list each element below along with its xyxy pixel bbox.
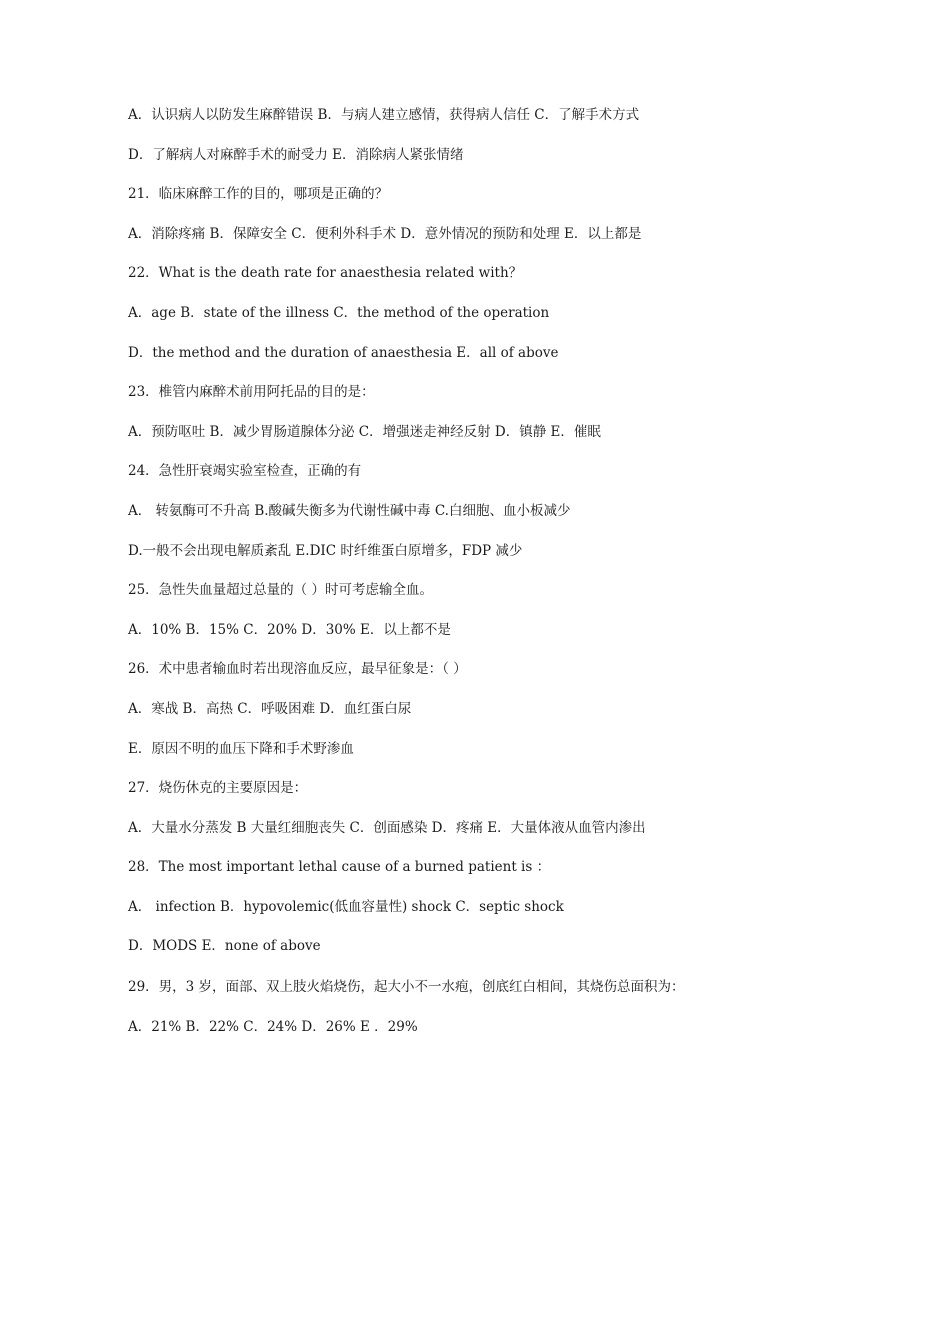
option-line: A．age B．state of the illness C．the method of the operation [128,304,550,321]
question-22: 22．What is the death rate for anaesthesia related with？ [128,265,523,282]
option-line: A．寒战 B．高热 C．呼吸困难 D．血红蛋白尿 [128,700,412,717]
option-line: D．了解病人对麻醉手术的耐受力 E．消除病人紧张情绪 [128,146,464,163]
option-line: A．认识病人以防发生麻醉错误 B．与病人建立感情，获得病人信任 C．了解手术方式 [128,107,640,123]
question-26: 26．术中患者输血时若出现溶血反应，最早征象是：（ ） [128,661,467,678]
option-line: A．大量水分蒸发 B 大量红细胞丧失 C．创面感染 D．疼痛 E．大量体液从血管内渗出 [128,819,646,836]
question-29: 29．男，3 岁，面部、双上肢火焰烧伤，起大小不一水疱，创底红白相间，其烧伤总面积为： [128,979,685,996]
option-line: D．the method and the duration of anaesthesia E．all of above [128,344,559,361]
option-line: D.一般不会出现电解质紊乱 E.DIC 时纤维蛋白原增多，FDP 减少 [128,542,523,559]
option-line: A．10% B．15% C．20% D．30% E．以上都不是 [128,621,451,638]
option-line: A．消除疼痛 B．保障安全 C．便利外科手术 D．意外情况的预防和处理 E．以上都是 [128,225,642,242]
question-25: 25．急性失血量超过总量的（ ）时可考虑输全血。 [128,582,433,599]
option-line: A． infection B．hypovolemic(低血容量性) shock C．septic shock [128,898,564,915]
question-21: 21．临床麻醉工作的目的，哪项是正确的？ [128,186,389,203]
question-list [128,104,718,1056]
question-28: 28．The most important lethal cause of a burned patient is ： [128,859,551,876]
question-27: 27．烧伤休克的主要原因是： [128,780,308,797]
option-line: A．21% B．22% C．24% D．26% E ．29% [128,1019,418,1036]
option-line: A．预防呕吐 B．减少胃肠道腺体分泌 C．增强迷走神经反射 D．镇静 E．催眠 [128,423,601,440]
option-line: A． 转氨酶可不升高 B.酸碱失衡多为代谢性碱中毒 C.白细胞、血小板减少 [128,502,571,519]
option-line: E．原因不明的血压下降和手术野渗血 [128,740,354,757]
question-23: 23．椎管内麻醉术前用阿托品的目的是： [128,384,375,401]
question-24: 24．急性肝衰竭实验室检查，正确的有 [128,463,362,480]
option-line: D．MODS E．none of above [128,938,321,955]
